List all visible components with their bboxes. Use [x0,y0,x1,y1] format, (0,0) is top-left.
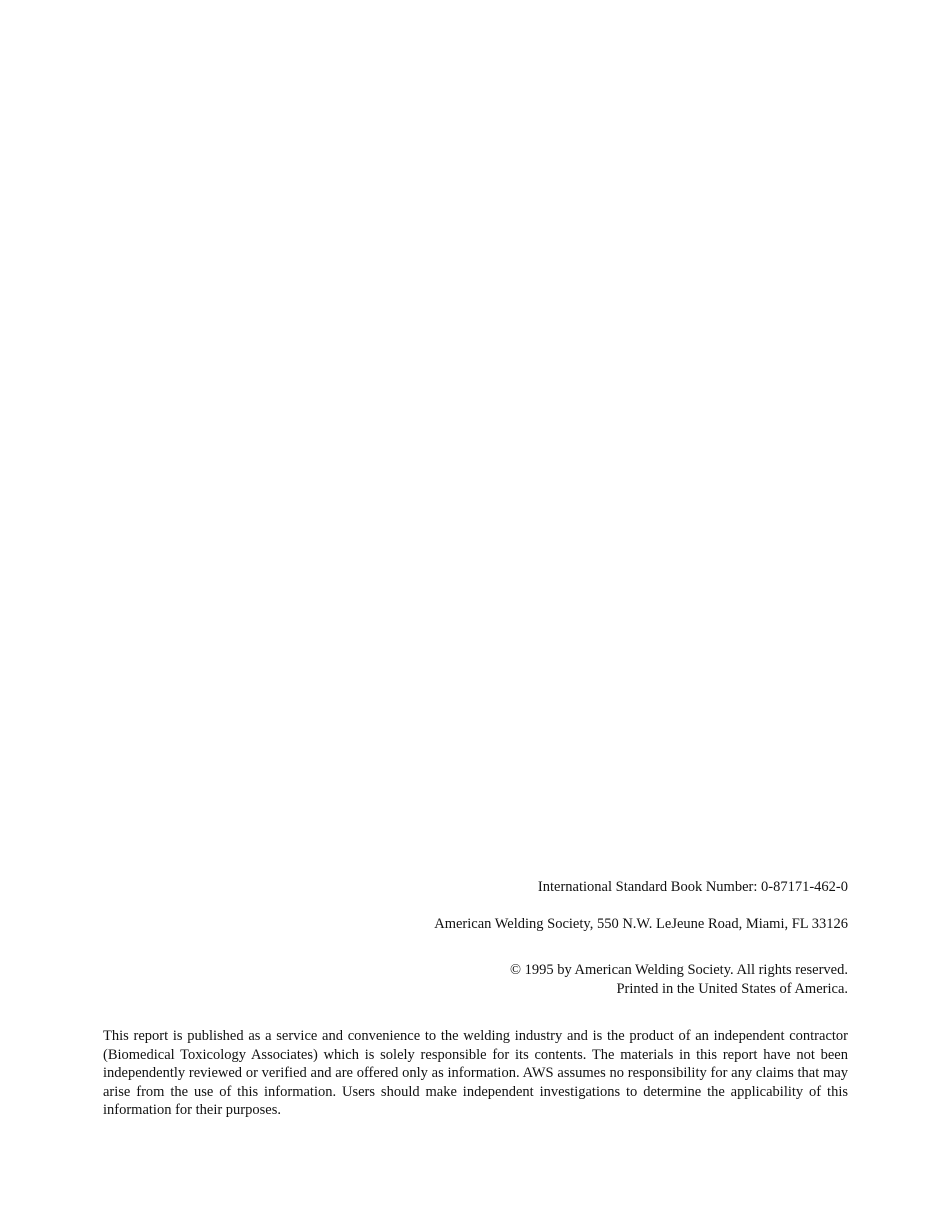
isbn-line: International Standard Book Number: 0-87171-462-0 [537,879,848,895]
printed-in-line: Printed in the United States of America. [616,981,848,997]
disclaimer-paragraph: This report is published as a service and convenience to the welding industry and is the product of an independent contractor (Biomedical Toxicology Associates) which is solely responsible for its contents. The materials in this report have not been independently reviewed or verified and are offered only as information. AWS assumes no responsibility for any claims that may arise from the use of this information. Users should make independent investigations to determine the applicability of this information for their purposes. [103,1028,848,1119]
publisher-address: American Welding Society, 550 N.W. LeJeune Road, Miami, FL 33126 [434,916,848,932]
copyright-notice: © 1995 by American Welding Society. All rights reserved. [509,962,848,978]
